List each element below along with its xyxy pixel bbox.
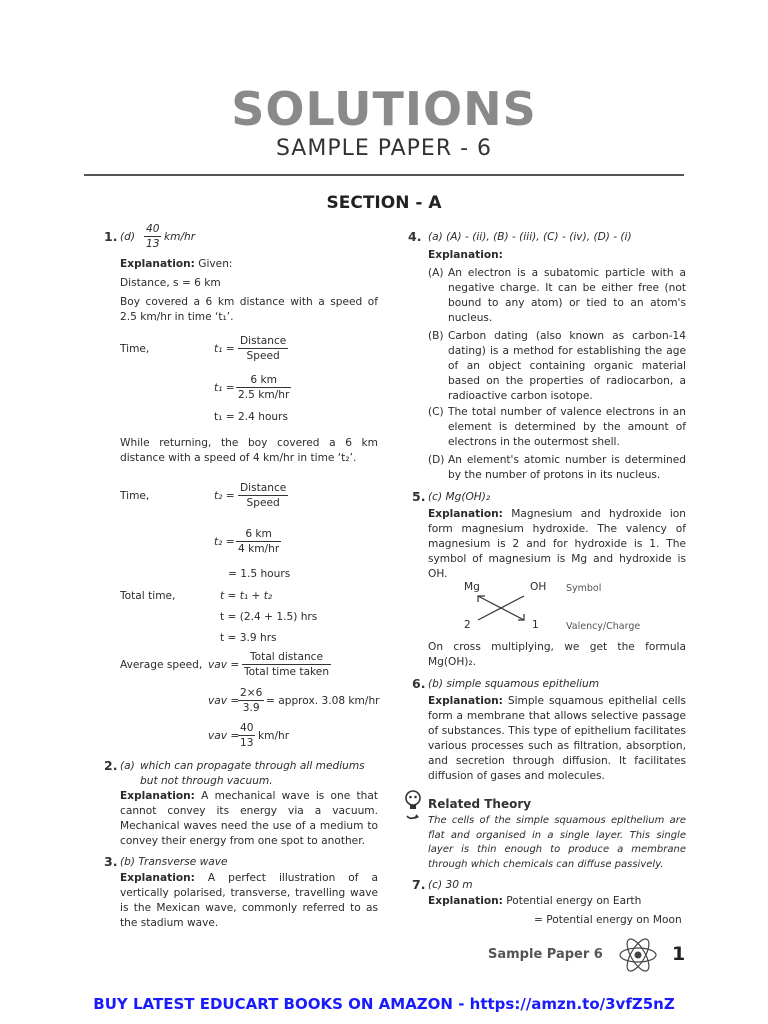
equation: t₁ = (214, 343, 235, 355)
label: Total time, (120, 590, 176, 602)
question-number: 7. (412, 877, 426, 892)
related-theory-title: Related Theory (428, 797, 532, 811)
equation: t₂ = (214, 490, 235, 502)
answer-unit: km/hr (164, 231, 196, 243)
fraction: Distance Speed (240, 482, 287, 509)
answer-option: (b) Transverse wave (120, 856, 228, 868)
equation: t = (2.4 + 1.5) hrs (220, 611, 318, 623)
equation: = 1.5 hours (228, 568, 291, 580)
question-number: 3. (104, 854, 118, 869)
label: Time, (120, 490, 150, 502)
fraction: $\frac{2\times 6}{3.9}$ (240, 687, 263, 714)
symbol-oh: OH (530, 581, 547, 593)
fraction: $\frac{40}{13}$ (240, 722, 254, 749)
explanation: Explanation: A mechanical wave is one that cannot convey its energy via a vacuum. Mechanical waves need the use of a medium to convey their energy from one spot to another. (120, 790, 378, 847)
section-heading: SECTION - A (326, 193, 442, 213)
footer-page-label: Sample Paper 6 (488, 947, 603, 962)
equation: = Potential energy on Moon (534, 914, 682, 926)
symbol-caption: Symbol (566, 583, 602, 594)
valency-caption: Valency/Charge (566, 621, 641, 632)
equation: t₁ = (214, 382, 235, 394)
explanation: Explanation: A perfect illustration of a vertically polarised, transverse, travelling wave is the Mexican wave, commonly referred to as the stadium wave. (120, 872, 378, 929)
cross-arrows-icon (474, 592, 530, 624)
question-number: 2. (104, 758, 118, 773)
answer-option: (d) (120, 231, 135, 243)
question-number: 1. (104, 229, 118, 244)
question-number: 4. (408, 229, 422, 244)
bulb-icon (404, 790, 424, 824)
question-number: 5. (412, 489, 426, 504)
answer-text: which can propagate through all mediums but not through vacuum. (140, 760, 365, 787)
equation: = approx. 3.08 km/hr (266, 695, 380, 707)
fraction: $\frac{6 km}{2.5 km/hr}$ (238, 374, 290, 401)
equation: vav = (208, 659, 240, 671)
equation: km/hr (258, 730, 290, 742)
left-column (104, 223, 380, 936)
answer-fraction: $\frac{40}{13}$ (146, 223, 160, 250)
explanation-line: Explanation: Given: (120, 258, 233, 270)
valency-oh: 1 (532, 619, 539, 631)
fraction: Total distance Total time taken (244, 651, 330, 678)
paragraph: On cross multiplying, we get the formula Mg(OH)₂. (428, 641, 686, 668)
answer-option: (a) (120, 760, 135, 772)
equation: vav = (208, 730, 240, 742)
equation: t = 3.9 hrs (220, 632, 277, 644)
amazon-link[interactable]: BUY LATEST EDUCART BOOKS ON AMAZON - https://amzn.to/3vfZ5nZ (93, 995, 675, 1013)
paragraph: While returning, the boy covered a 6 km distance with a speed of 4 km/hr in time ‘t₂’. (120, 437, 378, 464)
page-number: 1 (672, 943, 686, 965)
fraction: Distance Speed (240, 335, 287, 362)
explanation: Explanation: Potential energy on Earth (428, 895, 642, 907)
right-column: 4. (a) (A) - (ii), (B) - (iii), (C) - (iv), (D) - (i) Explanation: (A) An electron is a subatomic particle with a negative charge. It can be either free (not bound to any atom) or tied to an atom's nucleus. (B) Carbon dating (also known as carbon-14 dating) is a method for establishing the age of an object containing organic material based on the properties of radiocarbon, a radioactive carbon isotope. (C) The total number of valence electrons in an element is determined by the amount of electrons in the outermost shell. (D) An element's atomic number is determined by the number of protons in its nucleus. 5. (c) Mg(OH)₂ Explanation: Magnesium and hydroxide ion form magnesium hydroxide. The valency of magnesium is 2 and for hydroxide is 1. The symbol of magnesium is Mg and hydroxide is OH. Mg OH Symbol 2 1 Valency/Charge On cross multiplying, we get the formula Mg(OH)₂. 6. (b) simple squamous epithelium Explanation: Simple squamous epithelial cells form a membrane that allows selective passage of substances. This type of epithelium facilitates various processes such as filtration, absorption, and secretion through diffusion. It facilitates diffusion of gases and molecules. Related Theory The cells of the simple squamous epithelium are flat and organised in a single layer. This single layer is thin enough to produce a membrane through which chemicals can diffuse passively. 7. (c) 30 m Explanation: Potential energy on Earth = Potential energy on Moon (408, 232, 686, 932)
atom-icon (618, 936, 658, 974)
explanation: Explanation: Magnesium and hydroxide ion form magnesium hydroxide. The valency of magnesium is 2 and for hydroxide is 1. The symbol of magnesium is Mg and hydroxide is OH. (428, 508, 687, 580)
fraction: $\frac{6 km}{4 km/hr}$ (238, 528, 280, 555)
equation: t₁ = 2.4 hours (214, 411, 289, 423)
related-theory-text: The cells of the simple squamous epithelium are flat and organised in a single layer. This single layer is thin enough to produce a membrane through which chemicals can diffuse passively. (428, 815, 686, 870)
answer-option: (a) (A) - (ii), (B) - (iii), (C) - (iv), (D) - (i) (428, 231, 632, 243)
page-subtitle: SAMPLE PAPER - 6 (275, 136, 493, 161)
equation: vav = (208, 695, 240, 707)
divider (84, 174, 684, 176)
equation: t₂ = (214, 536, 235, 548)
valency-mg: 2 (464, 619, 471, 631)
paragraph: Boy covered a 6 km distance with a speed of 2.5 km/hr in time ‘t₁’. (120, 296, 378, 323)
label: Time, (120, 343, 150, 355)
explanation: Explanation: Simple squamous epithelial cells form a membrane that allows selective passage of substances. This type of epithelium facilitates various processes such as filtration, absorption, and secretion through diffusion. It facilitates diffusion of gases and molecules. (428, 695, 686, 782)
explanation-label: Explanation: (428, 249, 503, 261)
label: Average speed, (120, 659, 203, 671)
answer-option: (c) 30 m (428, 879, 473, 891)
page-title: SOLUTIONS (231, 82, 537, 136)
question-number: 6. (412, 676, 426, 691)
given-distance: Distance, s = 6 km (120, 277, 221, 289)
answer-option: (c) Mg(OH)₂ (428, 491, 491, 503)
equation: t = t₁ + t₂ (220, 590, 273, 602)
answer-option: (b) simple squamous epithelium (428, 678, 600, 690)
symbol-mg: Mg (464, 581, 480, 593)
